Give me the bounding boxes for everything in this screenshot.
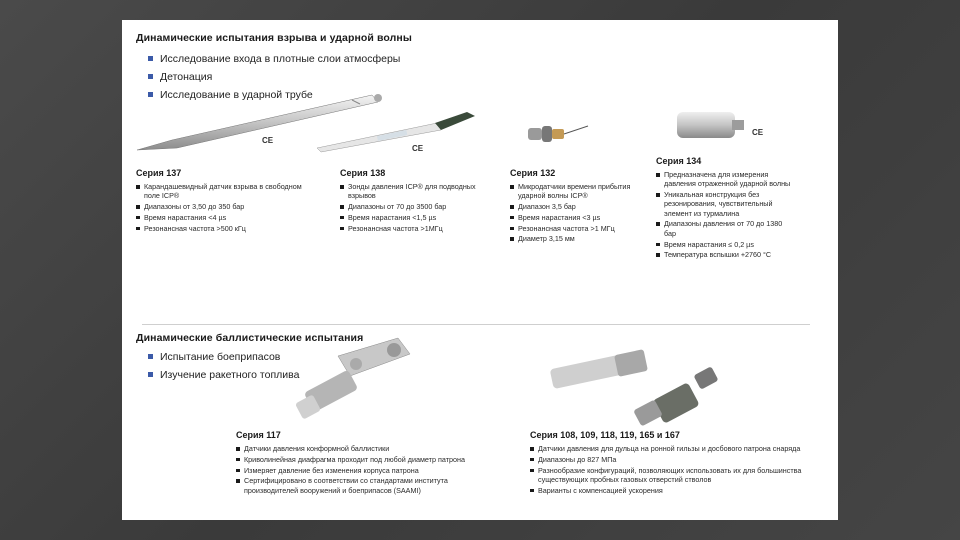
product-spec: Разнообразие конфигураций, позволяющих использовать их для большинства существующих пробных газовых отверстий стволов [530,466,804,485]
product-spec: Время нарастания <1,5 µs [340,213,502,222]
product-title: Серия 117 [236,430,281,440]
product-spec: Предназначена для измерения давления отраженной ударной волны [656,170,796,189]
product-spec: Датчики давления конформной баллистики [236,444,496,453]
micro-sensor-image [522,118,592,148]
section2-bullet: Изучение ракетного топлива [146,366,299,384]
catalog-page [122,20,838,520]
product-spec: Время нарастания <4 µs [136,213,316,222]
product-spec: Резонансная частота >1МГц [340,224,502,233]
product-series-117 [236,430,496,496]
section2-title: Динамические баллистические испытания [136,332,364,344]
product-spec: Уникальная конструкция без резонирования, чувствительный элемент из турмалина [656,190,796,218]
ce-mark: CE [752,128,764,137]
section1-bullet: Исследование входа в плотные слои атмосферы [146,50,400,68]
section-divider [142,324,810,325]
section2-bullets [146,348,299,384]
product-spec: Криволинейная диафрагма проходит под любой диаметр патрона [236,455,496,464]
section2-bullet: Испытание боеприпасов [146,348,299,366]
product-spec: Датчики давления для дульца на ронной гильзы и досбового патрона снаряда [530,444,804,453]
product-spec: Резонансная частота >500 кГц [136,224,316,233]
product-series-138 [340,168,502,234]
product-spec: Зонды давления ICP® для подводных взрывов [340,182,502,201]
product-spec: Сертифицировано в соответствии со стандартами института производителей вооружений и боеприпасов (SAAMI) [236,476,496,495]
product-spec: Измеряет давление без изменения корпуса патрона [236,466,496,475]
product-title: Серия 132 [510,168,556,178]
ballistic-sensor-image [298,336,416,426]
section1-bullet: Детонация [146,68,400,86]
cylinder-sensor-image [672,106,752,146]
product-spec: Диапазоны до 827 МПа [530,455,804,464]
pressure-sensors-image [546,340,746,430]
product-spec: Диапазоны от 3,50 до 350 бар [136,202,316,211]
product-title: Серия 138 [340,168,386,178]
product-series-108-167 [530,430,804,496]
product-spec: Диапазон 3,5 бар [510,202,640,211]
product-title: Серия 108, 109, 118, 119, 165 и 167 [530,430,680,440]
ce-mark: CE [262,136,274,145]
product-series-132 [510,168,640,245]
product-spec: Время нарастания ≤ 0,2 µs [656,240,796,249]
product-series-134 [656,156,796,261]
product-spec: Диаметр 3,15 мм [510,234,640,243]
product-title: Серия 137 [136,168,182,178]
product-spec: Температура вспышки +2760 °С [656,250,796,259]
product-spec: Варианты с компенсацией ускорения [530,486,804,495]
underwater-probe-image [317,108,487,153]
product-spec: Микродатчики времени прибытия ударной волны ICP® [510,182,640,201]
product-spec: Резонансная частота >1 МГц [510,224,640,233]
product-spec: Диапазоны давления от 70 до 1380 бар [656,219,796,238]
product-spec: Время нарастания <3 µs [510,213,640,222]
section1-title: Динамические испытания взрыва и ударной волны [136,32,412,44]
ce-mark: CE [412,144,424,153]
section1-bullet: Исследование в ударной трубе [146,86,400,104]
product-spec: Карандашевидный датчик взрыва в свободном поле ICP® [136,182,316,201]
product-series-137 [136,168,316,234]
product-title: Серия 134 [656,156,702,166]
product-spec: Диапазоны от 70 до 3500 бар [340,202,502,211]
